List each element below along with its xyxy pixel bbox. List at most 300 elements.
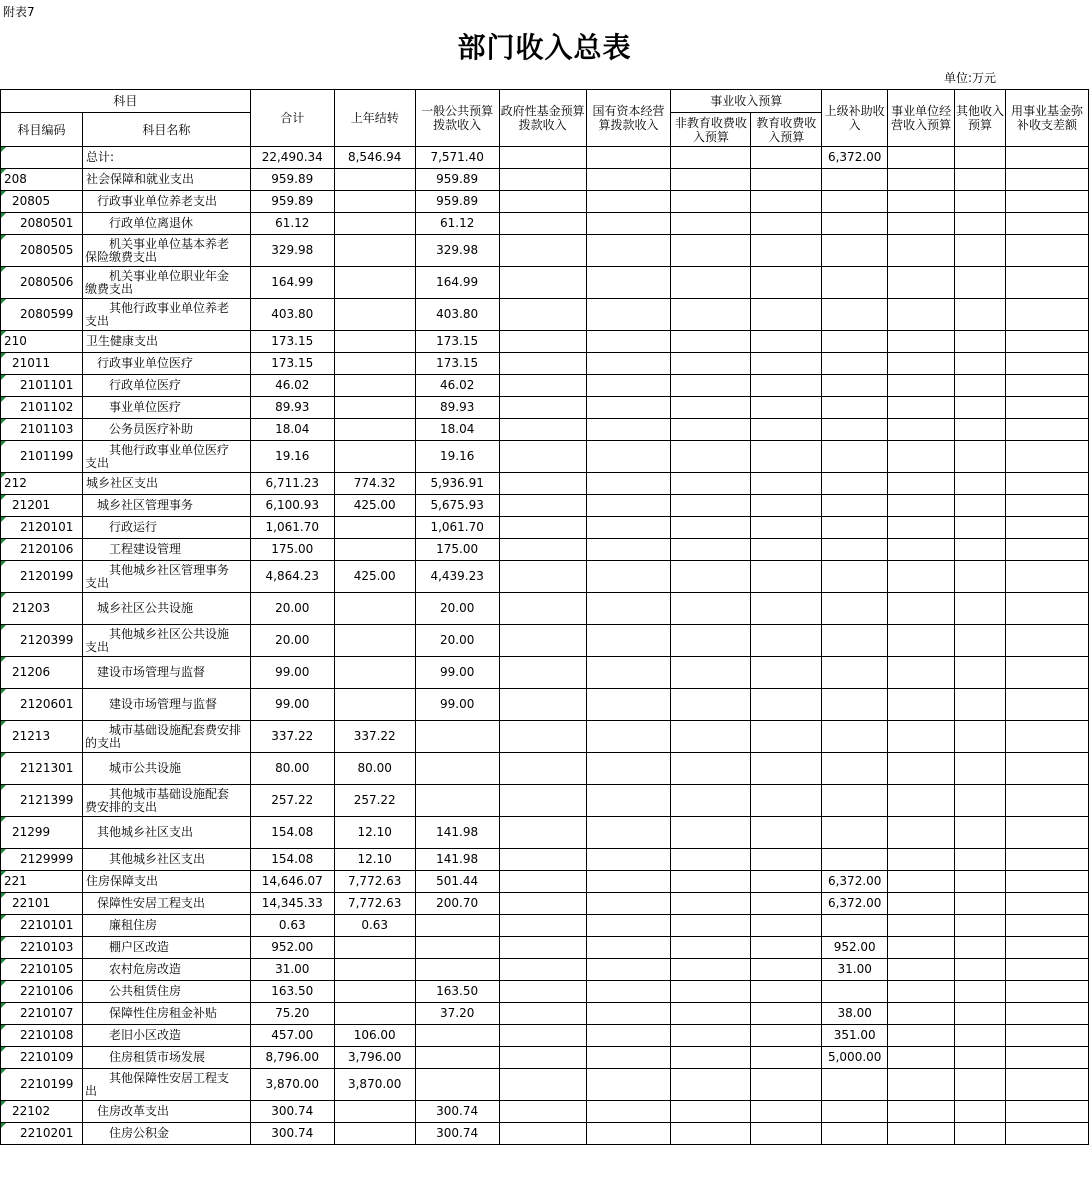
edu-fee-cell (751, 561, 822, 593)
other-income-cell (955, 1003, 1006, 1025)
subject-code-cell: 2120399 (1, 625, 83, 657)
state-capital-cell (586, 625, 671, 657)
edu-fee-cell (751, 959, 822, 981)
total-cell: 337.22 (250, 721, 334, 753)
gov-fund-cell (499, 981, 586, 1003)
subject-name-cell: 农村危房改造 (82, 959, 250, 981)
subject-name-cell (82, 441, 250, 473)
non-edu-fee-cell (671, 267, 751, 299)
state-capital-cell (586, 441, 671, 473)
edu-fee-cell (751, 689, 822, 721)
total-cell: 300.74 (250, 1101, 334, 1123)
carryover-cell (334, 267, 415, 299)
total-cell: 300.74 (250, 1123, 334, 1145)
subject-name-line2: 支出 (84, 575, 109, 590)
subject-code-cell: 21213 (1, 721, 83, 753)
gov-fund-cell (499, 1047, 586, 1069)
superior-subsidy-cell (822, 753, 888, 785)
carryover-cell: 12.10 (334, 849, 415, 871)
carryover-cell: 3,796.00 (334, 1047, 415, 1069)
edu-fee-cell (751, 1101, 822, 1123)
total-cell: 46.02 (250, 375, 334, 397)
fund-supplement-cell (1006, 375, 1089, 397)
gov-fund-cell (499, 817, 586, 849)
fund-supplement-cell (1006, 299, 1089, 331)
non-edu-fee-cell (671, 871, 751, 893)
table-row (1, 1101, 1089, 1123)
business-unit-income-cell (888, 937, 955, 959)
carryover-cell (334, 959, 415, 981)
business-unit-income-cell (888, 893, 955, 915)
fund-supplement-cell (1006, 1101, 1089, 1123)
table-row (1, 849, 1089, 871)
business-unit-income-cell (888, 915, 955, 937)
business-unit-income-cell (888, 441, 955, 473)
total-cell: 31.00 (250, 959, 334, 981)
subject-name-line2: 保险缴费支出 (84, 249, 157, 264)
subject-name-line2: 出 (84, 1083, 97, 1098)
subject-code-cell: 2210201 (1, 1123, 83, 1145)
state-capital-cell (586, 397, 671, 419)
state-capital-cell (586, 981, 671, 1003)
total-cell: 20.00 (250, 625, 334, 657)
state-capital-cell (586, 331, 671, 353)
fund-supplement-cell (1006, 593, 1089, 625)
subject-name-cell: 住房租赁市场发展 (82, 1047, 250, 1069)
table-row (1, 915, 1089, 937)
fund-supplement-cell (1006, 235, 1089, 267)
gov-fund-cell (499, 213, 586, 235)
table-row (1, 353, 1089, 375)
edu-fee-cell (751, 267, 822, 299)
general-budget-cell: 164.99 (415, 267, 499, 299)
table-row (1, 1123, 1089, 1145)
subject-code-cell: 2210108 (1, 1025, 83, 1047)
state-capital-cell (586, 785, 671, 817)
other-income-cell (955, 353, 1006, 375)
general-budget-cell: 5,936.91 (415, 473, 499, 495)
non-edu-fee-cell (671, 959, 751, 981)
carryover-cell (334, 689, 415, 721)
total-cell: 89.93 (250, 397, 334, 419)
subject-name-cell: 行政单位医疗 (82, 375, 250, 397)
subject-name-line2: 的支出 (84, 735, 121, 750)
non-edu-fee-cell (671, 1025, 751, 1047)
fund-supplement-cell (1006, 169, 1089, 191)
edu-fee-cell (751, 593, 822, 625)
fund-supplement-cell (1006, 419, 1089, 441)
gov-fund-cell (499, 495, 586, 517)
carryover-cell: 3,870.00 (334, 1069, 415, 1101)
fund-supplement-cell (1006, 441, 1089, 473)
general-budget-cell: 173.15 (415, 353, 499, 375)
table-body (1, 147, 1089, 1145)
subject-code-cell: 2210105 (1, 959, 83, 981)
header-superior-subsidy: 上级补助收入 (822, 90, 888, 147)
header-subject: 科目 (1, 90, 251, 113)
gov-fund-cell (499, 593, 586, 625)
subject-code-cell: 210 (1, 331, 83, 353)
carryover-cell (334, 657, 415, 689)
general-budget-cell: 300.74 (415, 1101, 499, 1123)
subject-name-cell (82, 1069, 250, 1101)
subject-name-cell: 卫生健康支出 (82, 331, 250, 353)
income-summary-table (0, 89, 1089, 1145)
other-income-cell (955, 419, 1006, 441)
subject-name-cell: 城乡社区公共设施 (82, 593, 250, 625)
business-unit-income-cell (888, 849, 955, 871)
state-capital-cell (586, 915, 671, 937)
gov-fund-cell (499, 937, 586, 959)
non-edu-fee-cell (671, 849, 751, 871)
carryover-cell (334, 299, 415, 331)
general-budget-cell: 959.89 (415, 191, 499, 213)
business-unit-income-cell (888, 657, 955, 689)
non-edu-fee-cell (671, 1047, 751, 1069)
edu-fee-cell (751, 539, 822, 561)
total-cell: 6,100.93 (250, 495, 334, 517)
other-income-cell (955, 539, 1006, 561)
non-edu-fee-cell (671, 785, 751, 817)
superior-subsidy-cell (822, 267, 888, 299)
table-row (1, 959, 1089, 981)
total-cell: 952.00 (250, 937, 334, 959)
general-budget-cell (415, 937, 499, 959)
other-income-cell (955, 915, 1006, 937)
subject-name-cell: 住房保障支出 (82, 871, 250, 893)
subject-code-cell: 2121399 (1, 785, 83, 817)
subject-code-cell: 21201 (1, 495, 83, 517)
subject-code-cell: 2121301 (1, 753, 83, 785)
subject-name-cell: 棚户区改造 (82, 937, 250, 959)
carryover-cell (334, 593, 415, 625)
subject-code-cell: 22101 (1, 893, 83, 915)
subject-code-cell: 2120601 (1, 689, 83, 721)
carryover-cell: 12.10 (334, 817, 415, 849)
header-state-capital: 国有资本经营算拨款收入 (586, 90, 671, 147)
non-edu-fee-cell (671, 213, 751, 235)
non-edu-fee-cell (671, 169, 751, 191)
carryover-cell: 337.22 (334, 721, 415, 753)
state-capital-cell (586, 1101, 671, 1123)
fund-supplement-cell (1006, 849, 1089, 871)
subject-name-cell (82, 299, 250, 331)
state-capital-cell (586, 419, 671, 441)
non-edu-fee-cell (671, 893, 751, 915)
appendix-label: 附表7 (3, 5, 35, 19)
general-budget-cell: 4,439.23 (415, 561, 499, 593)
state-capital-cell (586, 753, 671, 785)
superior-subsidy-cell (822, 1101, 888, 1123)
gov-fund-cell (499, 561, 586, 593)
superior-subsidy-cell (822, 419, 888, 441)
superior-subsidy-cell: 38.00 (822, 1003, 888, 1025)
other-income-cell (955, 893, 1006, 915)
non-edu-fee-cell (671, 539, 751, 561)
subject-name-line1: 机关事业单位职业年金 (108, 268, 229, 283)
subject-name-cell: 公共租赁住房 (82, 981, 250, 1003)
general-budget-cell: 37.20 (415, 1003, 499, 1025)
business-unit-income-cell (888, 495, 955, 517)
subject-code-cell: 2210107 (1, 1003, 83, 1025)
state-capital-cell (586, 593, 671, 625)
state-capital-cell (586, 657, 671, 689)
superior-subsidy-cell (822, 473, 888, 495)
fund-supplement-cell (1006, 353, 1089, 375)
carryover-cell (334, 1003, 415, 1025)
general-budget-cell: 329.98 (415, 235, 499, 267)
gov-fund-cell (499, 419, 586, 441)
business-unit-income-cell (888, 517, 955, 539)
edu-fee-cell (751, 397, 822, 419)
edu-fee-cell (751, 849, 822, 871)
state-capital-cell (586, 937, 671, 959)
other-income-cell (955, 817, 1006, 849)
general-budget-cell: 18.04 (415, 419, 499, 441)
other-income-cell (955, 753, 1006, 785)
fund-supplement-cell (1006, 539, 1089, 561)
superior-subsidy-cell (822, 375, 888, 397)
business-unit-income-cell (888, 353, 955, 375)
subject-name-cell: 公务员医疗补助 (82, 419, 250, 441)
total-cell: 175.00 (250, 539, 334, 561)
table-row (1, 331, 1089, 353)
general-budget-cell (415, 785, 499, 817)
superior-subsidy-cell (822, 495, 888, 517)
edu-fee-cell (751, 625, 822, 657)
subject-name-cell: 城乡社区管理事务 (82, 495, 250, 517)
carryover-cell: 425.00 (334, 495, 415, 517)
fund-supplement-cell (1006, 915, 1089, 937)
total-cell: 173.15 (250, 353, 334, 375)
header-general-budget: 一般公共预算拨款收入 (415, 90, 499, 147)
other-income-cell (955, 657, 1006, 689)
carryover-cell: 0.63 (334, 915, 415, 937)
other-income-cell (955, 517, 1006, 539)
business-unit-income-cell (888, 625, 955, 657)
business-unit-income-cell (888, 1069, 955, 1101)
subject-name-line1: 其他行政事业单位医疗 (108, 442, 229, 457)
subject-name-cell: 城市公共设施 (82, 753, 250, 785)
non-edu-fee-cell (671, 1003, 751, 1025)
non-edu-fee-cell (671, 441, 751, 473)
subject-name-cell: 建设市场管理与监督 (82, 657, 250, 689)
subject-code-cell: 2210101 (1, 915, 83, 937)
superior-subsidy-cell (822, 817, 888, 849)
edu-fee-cell (751, 1003, 822, 1025)
fund-supplement-cell (1006, 331, 1089, 353)
gov-fund-cell (499, 191, 586, 213)
general-budget-cell: 61.12 (415, 213, 499, 235)
fund-supplement-cell (1006, 1047, 1089, 1069)
fund-supplement-cell (1006, 191, 1089, 213)
fund-supplement-cell (1006, 981, 1089, 1003)
state-capital-cell (586, 517, 671, 539)
total-cell: 1,061.70 (250, 517, 334, 539)
fund-supplement-cell (1006, 561, 1089, 593)
business-unit-income-cell (888, 473, 955, 495)
header-edu-fee: 教育收费收入预算 (751, 113, 822, 147)
superior-subsidy-cell (822, 353, 888, 375)
state-capital-cell (586, 561, 671, 593)
non-edu-fee-cell (671, 915, 751, 937)
edu-fee-cell (751, 495, 822, 517)
general-budget-cell (415, 1047, 499, 1069)
general-budget-cell: 959.89 (415, 169, 499, 191)
state-capital-cell (586, 817, 671, 849)
fund-supplement-cell (1006, 893, 1089, 915)
subject-code-cell: 2129999 (1, 849, 83, 871)
subject-name-line1: 机关事业单位基本养老 (108, 236, 229, 251)
gov-fund-cell (499, 267, 586, 299)
subject-code-cell: 2080599 (1, 299, 83, 331)
business-unit-income-cell (888, 871, 955, 893)
gov-fund-cell (499, 331, 586, 353)
total-cell: 22,490.34 (250, 147, 334, 169)
superior-subsidy-cell: 351.00 (822, 1025, 888, 1047)
state-capital-cell (586, 871, 671, 893)
business-unit-income-cell (888, 817, 955, 849)
non-edu-fee-cell (671, 353, 751, 375)
subject-name-cell: 行政事业单位养老支出 (82, 191, 250, 213)
table-row (1, 1003, 1089, 1025)
carryover-cell (334, 517, 415, 539)
non-edu-fee-cell (671, 937, 751, 959)
other-income-cell (955, 473, 1006, 495)
general-budget-cell: 19.16 (415, 441, 499, 473)
general-budget-cell: 403.80 (415, 299, 499, 331)
subject-name-line1: 其他城乡社区公共设施 (108, 626, 229, 641)
carryover-cell: 8,546.94 (334, 147, 415, 169)
table-row (1, 267, 1089, 299)
subject-code-cell: 2101103 (1, 419, 83, 441)
subject-name-cell: 事业单位医疗 (82, 397, 250, 419)
edu-fee-cell (751, 441, 822, 473)
non-edu-fee-cell (671, 191, 751, 213)
gov-fund-cell (499, 235, 586, 267)
state-capital-cell (586, 1025, 671, 1047)
subject-name-line2: 支出 (84, 639, 109, 654)
subject-name-cell: 保障性住房租金补贴 (82, 1003, 250, 1025)
state-capital-cell (586, 213, 671, 235)
gov-fund-cell (499, 169, 586, 191)
superior-subsidy-cell (822, 785, 888, 817)
other-income-cell (955, 1025, 1006, 1047)
superior-subsidy-cell (822, 849, 888, 871)
general-budget-cell (415, 1069, 499, 1101)
subject-name-cell: 行政运行 (82, 517, 250, 539)
superior-subsidy-cell (822, 1069, 888, 1101)
subject-code-cell: 2080506 (1, 267, 83, 299)
business-unit-income-cell (888, 1123, 955, 1145)
superior-subsidy-cell (822, 517, 888, 539)
subject-name-cell: 总计: (82, 147, 250, 169)
subject-name-line2: 支出 (84, 455, 109, 470)
fund-supplement-cell (1006, 517, 1089, 539)
total-cell: 14,345.33 (250, 893, 334, 915)
header-subject-name: 科目名称 (82, 113, 250, 147)
table-row (1, 397, 1089, 419)
business-unit-income-cell (888, 1101, 955, 1123)
carryover-cell (334, 441, 415, 473)
subject-name-cell: 其他城乡社区支出 (82, 849, 250, 871)
edu-fee-cell (751, 517, 822, 539)
general-budget-cell: 5,675.93 (415, 495, 499, 517)
superior-subsidy-cell (822, 169, 888, 191)
subject-name-line2: 费安排的支出 (84, 799, 157, 814)
subject-name-cell: 行政单位离退休 (82, 213, 250, 235)
state-capital-cell (586, 1123, 671, 1145)
state-capital-cell (586, 353, 671, 375)
carryover-cell (334, 375, 415, 397)
general-budget-cell (415, 1025, 499, 1047)
header-other-income: 其他收入预算 (955, 90, 1006, 147)
subject-name-cell (82, 785, 250, 817)
edu-fee-cell (751, 981, 822, 1003)
other-income-cell (955, 849, 1006, 871)
gov-fund-cell (499, 1025, 586, 1047)
total-cell: 80.00 (250, 753, 334, 785)
gov-fund-cell (499, 785, 586, 817)
fund-supplement-cell (1006, 785, 1089, 817)
gov-fund-cell (499, 1003, 586, 1025)
state-capital-cell (586, 539, 671, 561)
other-income-cell (955, 785, 1006, 817)
carryover-cell: 257.22 (334, 785, 415, 817)
other-income-cell (955, 937, 1006, 959)
other-income-cell (955, 397, 1006, 419)
table-row (1, 561, 1089, 593)
business-unit-income-cell (888, 1003, 955, 1025)
total-cell: 164.99 (250, 267, 334, 299)
edu-fee-cell (751, 1069, 822, 1101)
state-capital-cell (586, 721, 671, 753)
table-row (1, 721, 1089, 753)
other-income-cell (955, 495, 1006, 517)
fund-supplement-cell (1006, 817, 1089, 849)
superior-subsidy-cell: 952.00 (822, 937, 888, 959)
table-row (1, 191, 1089, 213)
business-unit-income-cell (888, 375, 955, 397)
table-row (1, 657, 1089, 689)
non-edu-fee-cell (671, 331, 751, 353)
total-cell: 19.16 (250, 441, 334, 473)
total-cell: 257.22 (250, 785, 334, 817)
other-income-cell (955, 267, 1006, 299)
state-capital-cell (586, 375, 671, 397)
business-unit-income-cell (888, 539, 955, 561)
business-unit-income-cell (888, 1025, 955, 1047)
carryover-cell: 106.00 (334, 1025, 415, 1047)
gov-fund-cell (499, 753, 586, 785)
non-edu-fee-cell (671, 147, 751, 169)
edu-fee-cell (751, 753, 822, 785)
gov-fund-cell (499, 893, 586, 915)
other-income-cell (955, 213, 1006, 235)
subject-code-cell: 2080501 (1, 213, 83, 235)
table-row (1, 593, 1089, 625)
general-budget-cell (415, 959, 499, 981)
table-row (1, 625, 1089, 657)
header-fund-supplement: 用事业基金弥补收支差额 (1006, 90, 1089, 147)
subject-code-cell: 21203 (1, 593, 83, 625)
subject-name-cell (82, 235, 250, 267)
subject-name-cell: 其他城乡社区支出 (82, 817, 250, 849)
general-budget-cell: 501.44 (415, 871, 499, 893)
fund-supplement-cell (1006, 937, 1089, 959)
business-unit-income-cell (888, 753, 955, 785)
business-unit-income-cell (888, 299, 955, 331)
